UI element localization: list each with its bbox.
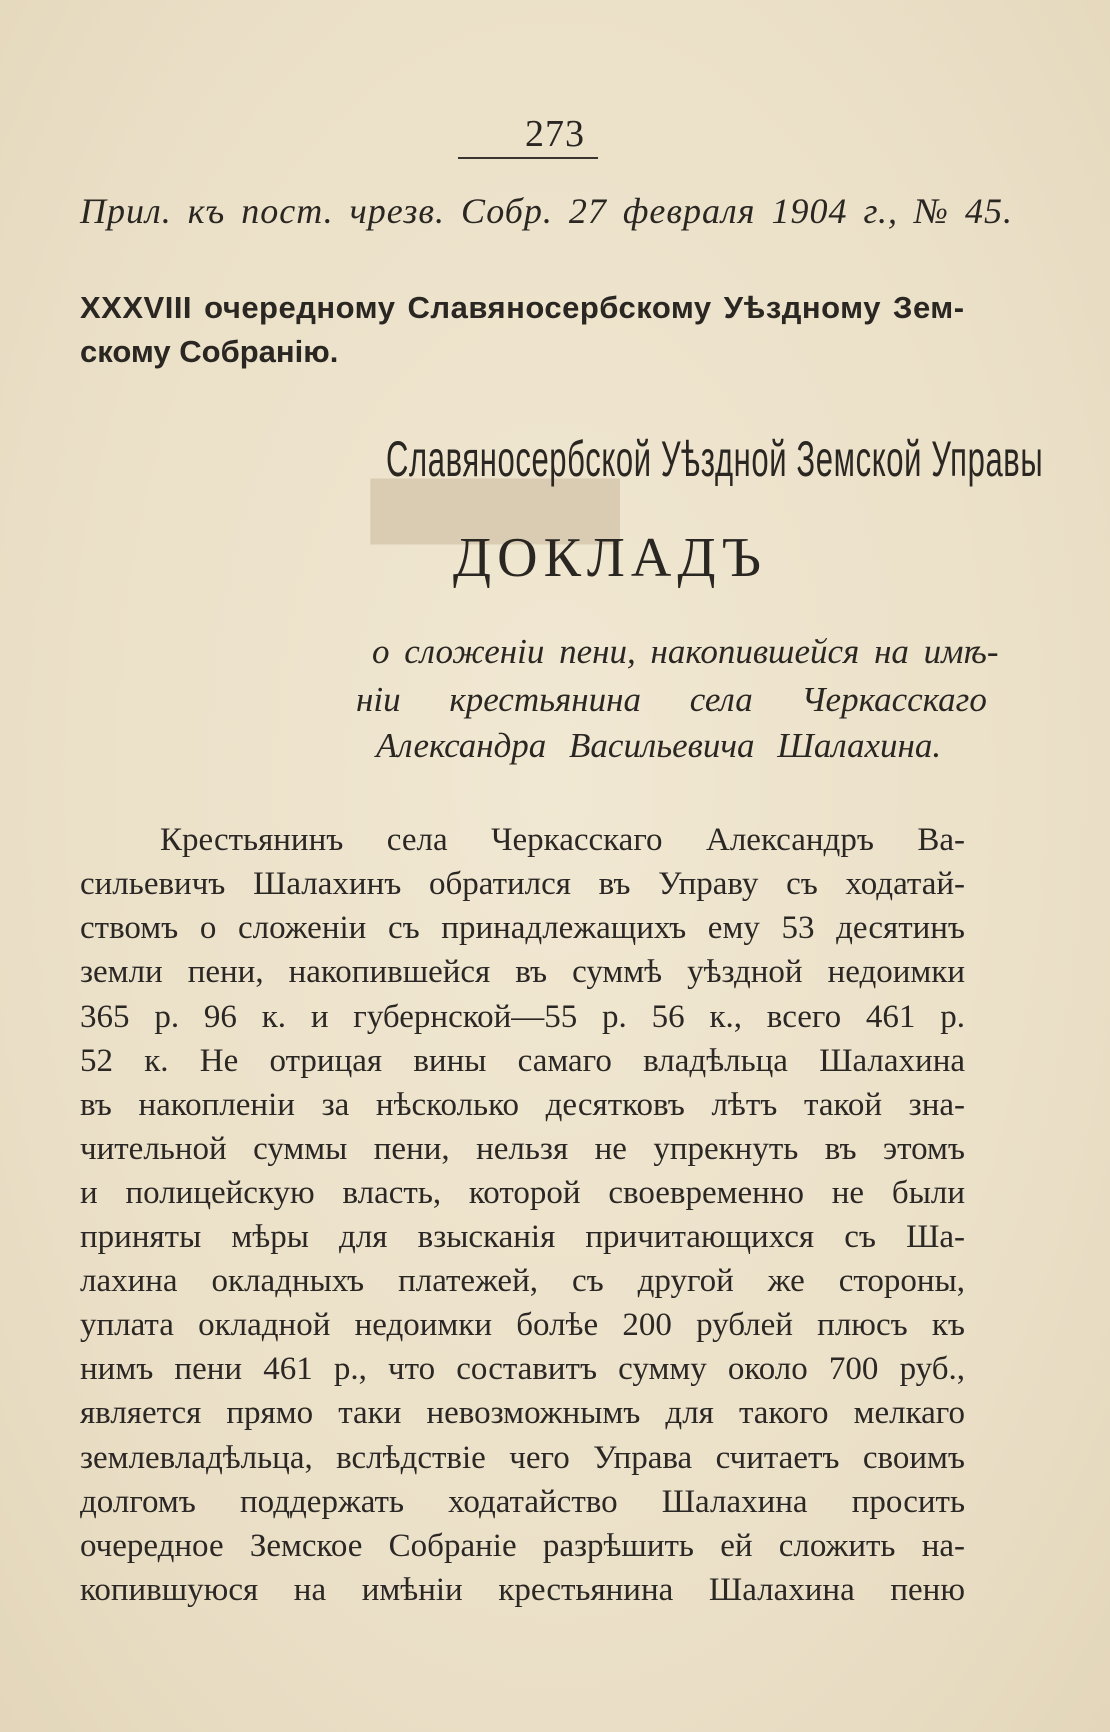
body-line: нимъ пени 461 р., что составитъ сумму около 700 руб., bbox=[80, 1351, 965, 1387]
body-line: 52 к. Не отрицая вины самаго владѣльца Шалахина bbox=[80, 1043, 965, 1079]
body-line: 365 р. 96 к. и губернской—55 р. 56 к., всего 461 р. bbox=[80, 999, 965, 1035]
addressee-line: скому Собранію. bbox=[80, 334, 339, 369]
body-line: сильевичъ Шалахинъ обратился въ Управу съ ходатай- bbox=[80, 866, 965, 902]
body-line: копившуюся на имѣніи крестьянина Шалахина пеню bbox=[80, 1572, 965, 1608]
subject-line: Александра Васильевича Шалахина. bbox=[376, 726, 942, 765]
body-line: очередное Земское Собраніе разрѣшить ей сложить на- bbox=[80, 1528, 965, 1564]
page-number: 273 bbox=[525, 113, 585, 155]
body-line: землевладѣльца, вслѣдствіе чего Управа считаетъ своимъ bbox=[80, 1440, 965, 1476]
body-line: ствомъ о сложеніи съ принадлежащихъ ему 53 десятинъ bbox=[80, 910, 965, 946]
body-line: Крестьянинъ села Черкасскаго Александръ Ва- bbox=[160, 822, 965, 858]
report-title: ДОКЛАДЪ bbox=[452, 527, 768, 589]
body-line: долгомъ поддержать ходатайство Шалахина просить bbox=[80, 1484, 965, 1520]
body-line: приняты мѣры для взысканія причитающихся съ Ша- bbox=[80, 1219, 965, 1255]
subject-line: о сложеніи пени, накопившейся на имѣ- bbox=[372, 632, 999, 671]
body-line: и полицейскую власть, которой своевременно не были bbox=[80, 1175, 965, 1211]
subject-line: ніи крестьянина села Черкасскаго bbox=[356, 680, 987, 719]
board-heading: Славяносербской Уѣздной Земской Управы bbox=[386, 431, 1044, 487]
body-line: уплата окладной недоимки болѣе 200 рублей плюсъ къ bbox=[80, 1307, 965, 1343]
body-line: земли пени, накопившейся въ суммѣ уѣздной недоимки bbox=[80, 954, 965, 990]
addressee-line: XXXVIII очередному Славяносербскому Уѣздному Зем- bbox=[80, 290, 965, 325]
body-line: лахина окладныхъ платежей, съ другой же стороны, bbox=[80, 1263, 965, 1299]
body-line: въ накопленіи за нѣсколько десятковъ лѣтъ такой зна- bbox=[80, 1087, 965, 1123]
bleed-through-mark: ▇▇▇▇▇ bbox=[370, 473, 619, 542]
page-number-rule bbox=[458, 157, 598, 159]
appendix-reference: Прил. къ пост. чрезв. Собр. 27 февраля 1904 г., № 45. bbox=[80, 191, 1013, 231]
body-line: чительной суммы пени, нельзя не упрекнуть въ этомъ bbox=[80, 1131, 965, 1167]
body-line: является прямо таки невозможнымъ для такого мелкаго bbox=[80, 1395, 965, 1431]
